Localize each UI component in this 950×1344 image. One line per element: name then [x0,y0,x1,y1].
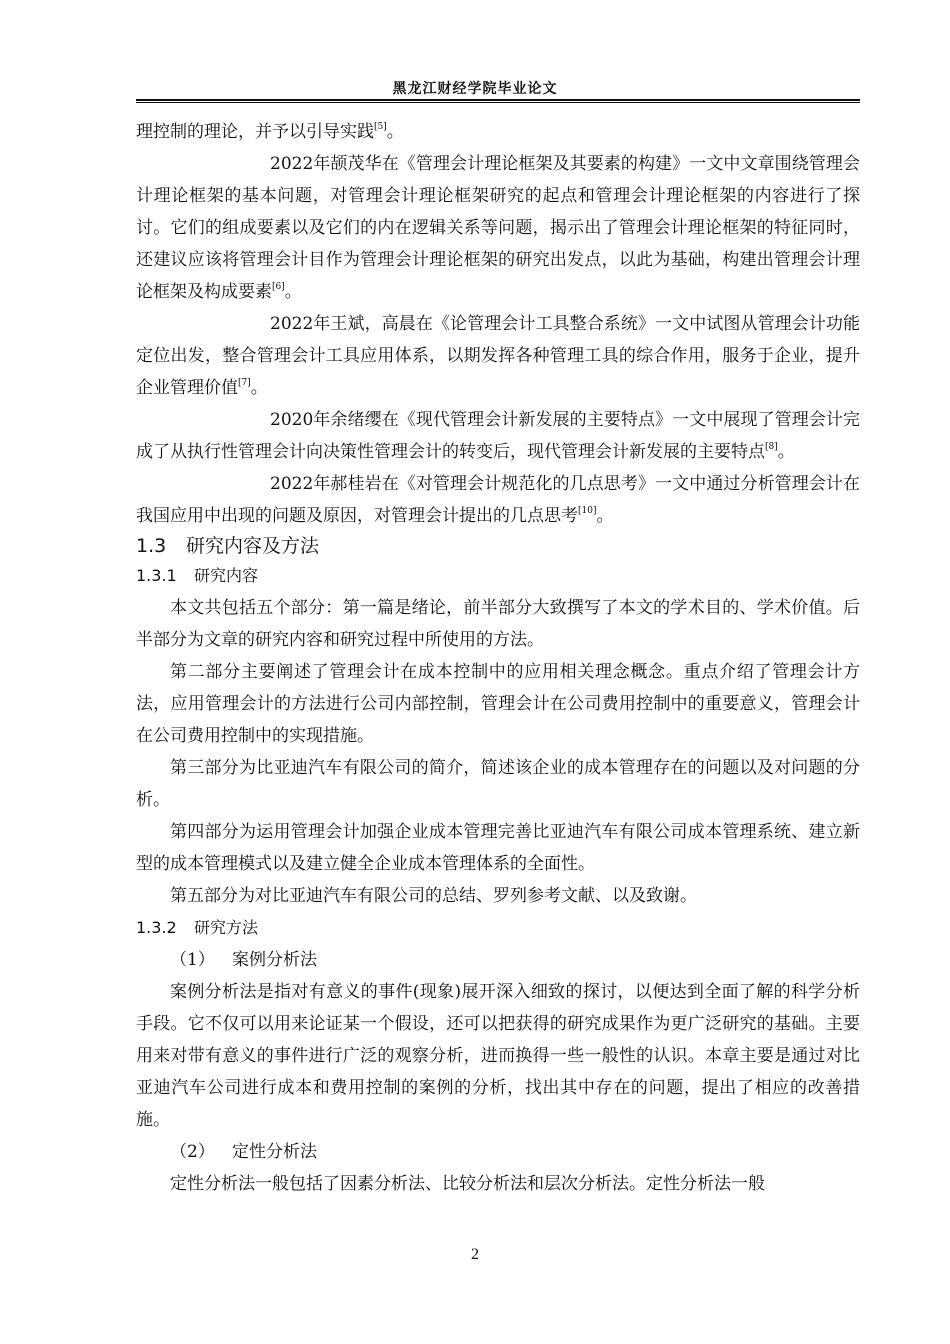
citation: [8] [765,442,778,452]
page-body [136,116,860,1200]
subsection-heading [136,560,860,592]
paragraph [136,116,860,148]
paragraph-tail: 。 [284,282,302,302]
section-number: 1.3 [136,535,167,557]
subsection-title: 研究方法 [194,918,259,937]
paragraph: 本文共包括五个部分：第一篇是绪论，前半部分大致撰写了本文的学术目的、学术价值。后半部分为文章的研究内容和研究过程中所使用的方法。 [136,598,860,650]
paragraph-tail: 。 [596,506,614,526]
paragraph-text: 2020年余绪缨在《现代管理会计新发展的主要特点》一文中展现了管理会计完成了从执行性管理会计向决策性管理会计的转变后，现代管理会计新发展的主要特点 [136,410,860,462]
subsection-number: 1.3.1 [136,566,177,585]
section-title: 研究内容及方法 [186,535,320,557]
paragraph [136,404,860,468]
citation: [5] [374,122,387,132]
paragraph-text: 2022年颉茂华在《管理会计理论框架及其要素的构建》一文中文章围绕管理会计理论框架的基本问题，对管理会计理论框架研究的起点和管理会计理论框架的内容进行了探讨。它们的组成要素以及它们的内在逻辑关系等问题，揭示出了管理会计理论框架的特征同时，还建议应该将管理会计目作为管理会计理论框架的研究出发点，以此为基础，构建出管理会计理论框架及构成要素 [136,154,860,302]
header-rule [136,99,860,103]
method-number: （1） [170,950,215,970]
paragraph-tail: 。 [386,122,404,142]
citation: [10] [578,506,597,516]
paragraph-tail: 。 [250,378,268,398]
paragraph: 第三部分为比亚迪汽车有限公司的简介，简述该企业的成本管理存在的问题以及对问题的分析。 [136,758,860,810]
citation: [6] [272,282,285,292]
method-title: 案例分析法 [232,950,317,970]
paragraph: 案例分析法是指对有意义的事件(现象)展开深入细致的探讨，以便达到全面了解的科学分析手段。它不仅可以用来论证某一个假设，还可以把获得的研究成果作为更广泛研究的基础。主要用来对带有意义的事件进行广泛的观察分析，进而换得一些一般性的认识。本章主要是通过对比亚迪汽车公司进行成本和费用控制的案例的分析，找出其中存在的问题，提出了相应的改善措施。 [136,982,860,1130]
paragraph-tail: 。 [777,442,795,462]
citation: [7] [238,378,251,388]
method-heading [136,1136,860,1168]
method-number: （2） [170,1142,215,1162]
paragraph-text: 2022年郝桂岩在《对管理会计规范化的几点思考》一文中通过分析管理会计在我国应用中出现的问题及原因，对管理会计提出的几点思考 [136,474,860,526]
paragraph: 第二部分主要阐述了管理会计在成本控制中的应用相关理念概念。重点介绍了管理会计方法，应用管理会计的方法进行公司内部控制，管理会计在公司费用控制中的重要意义，管理会计在公司费用控制中的实现措施。 [136,662,860,746]
method-title: 定性分析法 [232,1142,317,1162]
paragraph-text: 理控制的理论，并予以引导实践 [136,122,374,142]
subsection-title: 研究内容 [194,566,259,585]
paragraph: 第四部分为运用管理会计加强企业成本管理完善比亚迪汽车有限公司成本管理系统、建立新型的成本管理模式以及建立健全企业成本管理体系的全面性。 [136,822,860,874]
section-heading [136,532,860,560]
subsection-number: 1.3.2 [136,918,177,937]
paragraph [136,468,860,532]
paragraph [136,308,860,404]
paragraph-text: 2022年王斌，高晨在《论管理会计工具整合系统》一文中试图从管理会计功能定位出发，整合管理会计工具应用体系，以期发挥各种管理工具的综合作用，服务于企业，提升企业管理价值 [136,314,860,398]
paragraph: 定性分析法一般包括了因素分析法、比较分析法和层次分析法。定性分析法一般 [170,1174,765,1194]
running-header: 黑龙江财经学院毕业论文 [392,81,558,97]
paragraph: 第五部分为对比亚迪汽车有限公司的总结、罗列参考文献、以及致谢。 [170,886,697,906]
method-heading [136,944,860,976]
paragraph [136,148,860,308]
page-number: 2 [471,1246,479,1263]
subsection-heading [136,912,860,944]
